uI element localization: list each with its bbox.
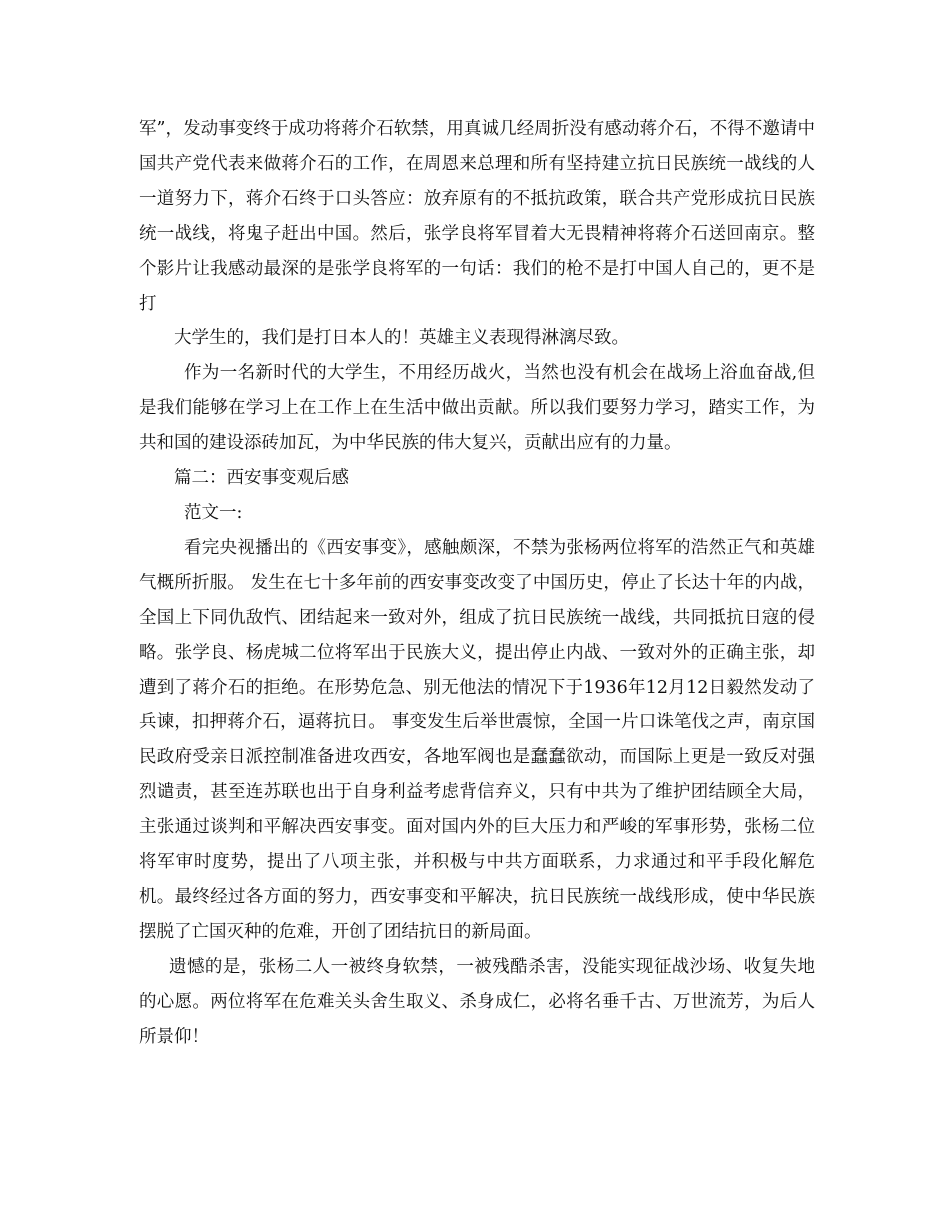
document-body — [139, 112, 815, 1054]
paragraph-xian-incident: 看完央视播出的《西安事变》，感触颇深，不禁为张杨两位将军的浩然正气和英雄气概所折服。 发生在七十多年前的西安事变改变了中国历史，停止了长达十年的内战，全国上下同仇敌忾、团结起来一致对外，组成了抗日民族统一战线，共同抵抗日寇的侵略。张学良、杨虎城二位将军出于民族大义，提出停止内战、一致对外的正确主张，却遭到了蒋介石的拒绝。在形势危急、别无他法的情况下于1936年12月12日毅然发动了兵谏，扣押蒋介石，逼蒋抗日。 事变发生后举世震惊，全国一片口诛笔伐之声，南京国民政府受亲日派控制准备进攻西安，各地军阀也是蠢蠢欲动，而国际上更是一致反对强烈谴责，甚至连苏联也出于自身利益考虑背信弃义，只有中共为了维护团结顾全大局，主张通过谈判和平解决西安事变。面对国内外的巨大压力和严峻的军事形势，张杨二位将军审时度势，提出了八项主张，并积极与中共方面联系，力求通过和平手段化解危机。最终经过各方面的努力，西安事变和平解决，抗日民族统一战线形成，使中华民族摆脱了亡国灭种的危难，开创了团结抗日的新局面。 — [139, 537, 815, 942]
sample-essay-label: 范文一: — [184, 502, 243, 523]
paragraph-continuation: 军”，发动事变终于成功将蒋介石软禁，用真诚几经周折没有感动蒋介石，不得不邀请中国共产党代表来做蒋介石的工作，在周恩来总理和所有坚持建立抗日民族统一战线的人一道努力下，蒋介石终于口头答应：放弃原有的不抵抗政策，联合共产党形成抗日民族统一战线，将鬼子赶出中国。然后，张学良将军冒着大无畏精神将蒋介石送回南京。整个影片让我感动最深的是张学良将军的一句话：我们的枪不是打中国人自己的，更不是打 — [139, 119, 815, 314]
paragraph-regret: 遗憾的是，张杨二人一被终身软禁，一被残酷杀害，没能实现征战沙场、收复失地的心愿。两位将军在危难关头舍生取义、杀身成仁，必将名垂千古、万世流芳，为后人所景仰！ — [139, 956, 815, 1047]
section-heading: 篇二：西安事变观后感 — [174, 468, 349, 489]
paragraph-heroism: 大学生的，我们是打日本人的！英雄主义表现得淋漓尽致。 — [174, 328, 629, 349]
paragraph-new-era-student: 作为一名新时代的大学生，不用经历战火，当然也没有机会在战场上浴血奋战,但是我们能够在学习上在工作上在生活中做出贡献。所以我们要努力学习，踏实工作，为共和国的建设添砖加瓦，为中华民族的伟大复兴，贡献出应有的力量。 — [139, 363, 815, 454]
